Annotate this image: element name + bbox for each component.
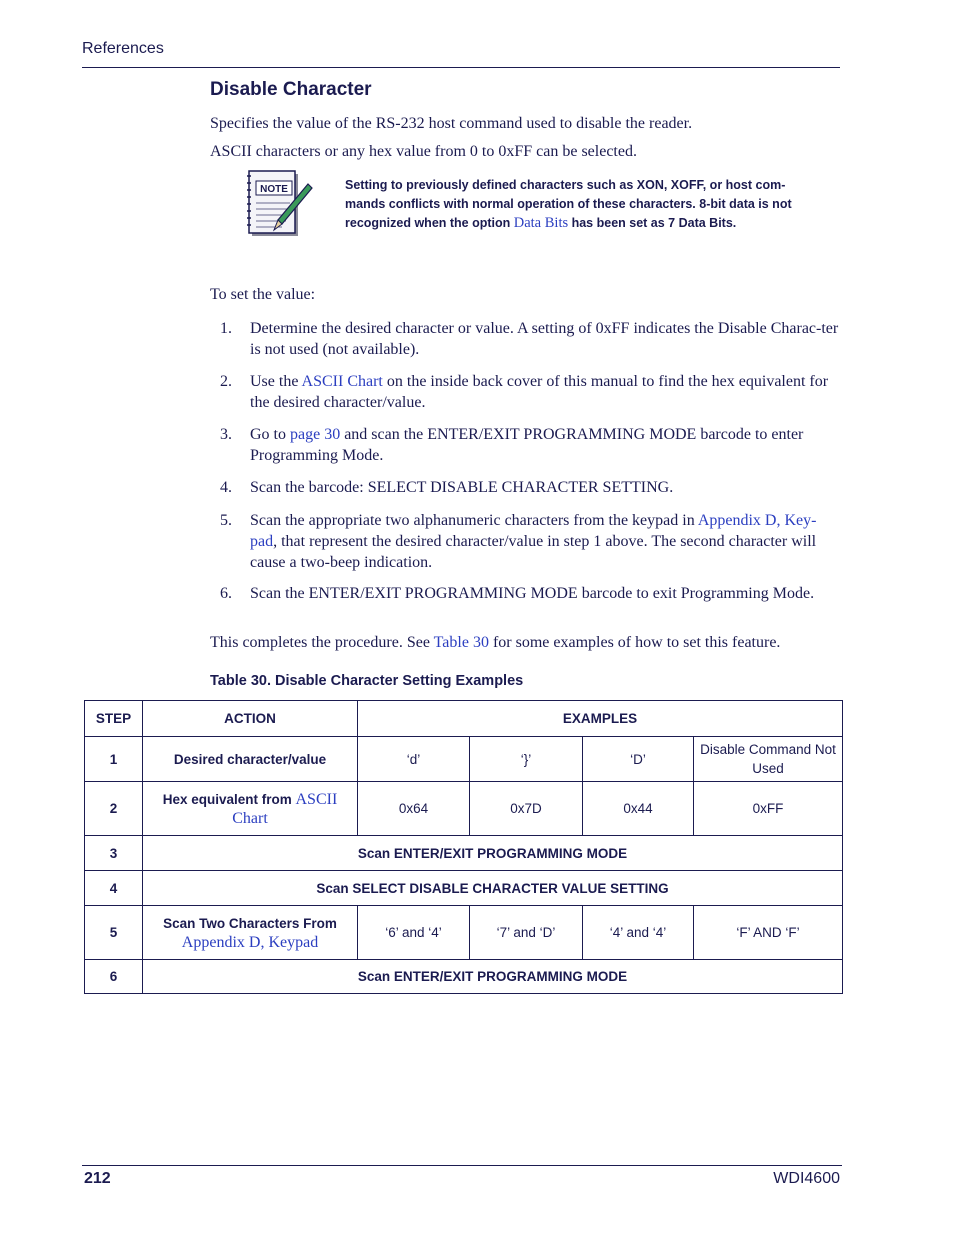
- document-name: WDI4600: [773, 1170, 840, 1187]
- step-text-pre: Go to: [250, 426, 290, 443]
- example-cell: ‘}’: [470, 737, 583, 782]
- completes-paragraph: [210, 632, 840, 653]
- section-title: Disable Character: [210, 79, 372, 100]
- note-icon: [246, 168, 316, 240]
- table-caption: Table 30. Disable Character Setting Examples: [210, 673, 524, 689]
- to-set-text: To set the value:: [210, 286, 316, 303]
- step-text-post: on the inside back cover of this manual to find the hex equivalent for the desired character/value.: [250, 373, 829, 411]
- step-number: 6.: [220, 585, 232, 602]
- step-text-pre: Use the: [250, 373, 302, 390]
- intro-paragraph-2: ASCII characters or any hex value from 0 to 0xFF can be selected.: [210, 143, 637, 160]
- running-header: References: [82, 40, 164, 57]
- action-cell: Desired character/value: [143, 737, 358, 782]
- header-examples: EXAMPLES: [358, 701, 843, 737]
- intro-paragraph-1: Specifies the value of the RS-232 host command used to disable the reader.: [210, 115, 693, 132]
- step-cell: 6: [85, 960, 143, 994]
- step-number: 4.: [220, 479, 232, 496]
- data-bits-link[interactable]: Data Bits: [513, 215, 569, 231]
- table-row: [85, 737, 843, 782]
- footer-rule: [82, 1165, 842, 1166]
- action-text: Hex equivalent from: [162, 791, 296, 807]
- header-action: ACTION: [143, 701, 358, 737]
- completes-pre: This completes the procedure. See: [210, 634, 434, 651]
- step-text: Determine the desired character or value. A setting of 0xFF indicates the Disable Charac-ter is not used (not available).: [250, 320, 839, 358]
- table-header-row: [85, 701, 843, 737]
- step-text-post: and scan the ENTER/EXIT PROGRAMMING MODE barcode to enter Programming Mode.: [250, 426, 804, 464]
- examples-table: [84, 700, 843, 994]
- note-text: [345, 176, 815, 233]
- step-number: 2.: [220, 373, 232, 390]
- note-text-after: has been set as 7 Data Bits.: [568, 216, 737, 230]
- note-icon-label: NOTE: [260, 184, 288, 195]
- step-text: Scan the ENTER/EXIT PROGRAMMING MODE barcode to exit Programming Mode.: [250, 585, 815, 602]
- example-cell: 0x44: [583, 782, 694, 836]
- completes-post: for some examples of how to set this feature.: [488, 634, 781, 651]
- ascii-chart-link[interactable]: ASCII Chart: [301, 373, 383, 390]
- appendix-d-keypad-link[interactable]: Appendix D, Key-pad: [250, 512, 817, 550]
- table-row: [85, 782, 843, 836]
- table-30-link[interactable]: Table 30: [433, 634, 489, 651]
- table-row: [85, 871, 843, 906]
- example-cell: 0xFF: [694, 782, 843, 836]
- action-cell: [143, 906, 358, 960]
- step-cell: 3: [85, 836, 143, 871]
- example-cell: ‘6’ and ‘4’: [358, 906, 470, 960]
- example-cell: ‘F’ AND ‘F’: [694, 906, 843, 960]
- action-cell: Scan ENTER/EXIT PROGRAMMING MODE: [143, 960, 843, 994]
- header-rule: [82, 67, 840, 68]
- example-cell: 0x7D: [470, 782, 583, 836]
- step-text: [250, 424, 840, 466]
- step-cell: 2: [85, 782, 143, 836]
- step-number: 1.: [220, 320, 232, 337]
- step-text-post: , that represent the desired character/value in step 1 above. The second character will cause a two-beep indication.: [250, 533, 817, 571]
- step-number: 5.: [220, 512, 232, 529]
- action-cell: Scan ENTER/EXIT PROGRAMMING MODE: [143, 836, 843, 871]
- table-row: [85, 906, 843, 960]
- step-cell: 5: [85, 906, 143, 960]
- page-30-link[interactable]: page 30: [290, 426, 341, 443]
- step-text: [250, 371, 840, 413]
- ascii-chart-link[interactable]: ASCII Chart: [232, 790, 338, 827]
- page-number: 212: [84, 1170, 111, 1187]
- step-number: 3.: [220, 426, 232, 443]
- note-text-before: Setting to previously defined characters such as XON, XOFF, or host com-mands conflicts with normal operation of these characters. 8-bit data is not recognized when the option: [345, 178, 792, 230]
- action-cell: [143, 782, 358, 836]
- appendix-d-keypad-link[interactable]: Appendix D, Keypad: [181, 933, 319, 951]
- action-cell: Scan SELECT DISABLE CHARACTER VALUE SETTING: [143, 871, 843, 906]
- step-cell: 4: [85, 871, 143, 906]
- header-step: STEP: [85, 701, 143, 737]
- example-cell: ‘7’ and ‘D’: [470, 906, 583, 960]
- step-text: Scan the barcode: SELECT DISABLE CHARACTER SETTING.: [250, 479, 674, 496]
- step-text-pre: Scan the appropriate two alphanumeric characters from the keypad in: [250, 512, 698, 529]
- step-cell: 1: [85, 737, 143, 782]
- table-row: [85, 836, 843, 871]
- example-cell: ‘d’: [358, 737, 470, 782]
- example-cell: ‘D’: [583, 737, 694, 782]
- action-text: Scan Two Characters From: [163, 915, 337, 931]
- example-cell: ‘4’ and ‘4’: [583, 906, 694, 960]
- step-text: [250, 510, 840, 573]
- example-cell: 0x64: [358, 782, 470, 836]
- example-cell: Disable Command Not Used: [694, 737, 843, 782]
- table-row: [85, 960, 843, 994]
